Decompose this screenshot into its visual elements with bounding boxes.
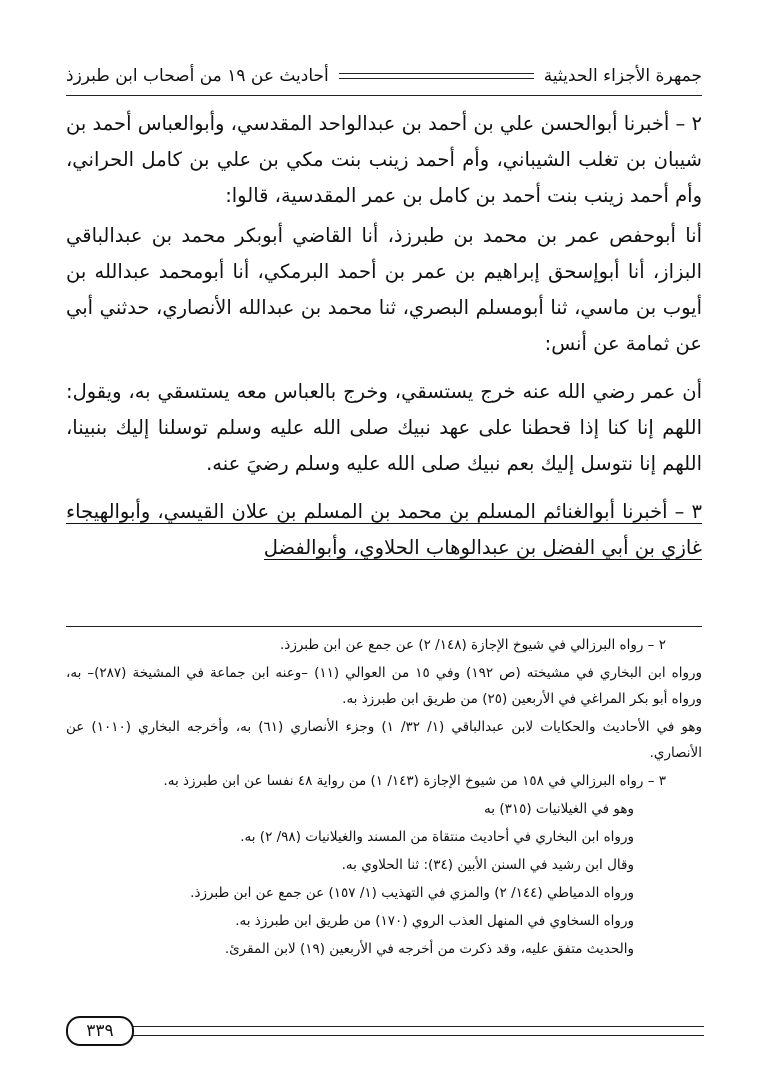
- paragraph-hadith-3-text: ٣ – أخبرنا أبوالغنائم المسلم بن محمد بن المسلم بن علان القيسي، وأبوالهيجاء غازي بن أبي الفضل بن عبدالوهاب الحلاوي، وأبوالفضل: [66, 500, 702, 559]
- main-text: [66, 106, 702, 578]
- footnote-item: ٣ – رواه البرزالي في ١٥٨ من شيوخ الإجازة (١٤٣/ ١) من رواية ٤٨ نفسا عن ابن طبرزذ به.: [163, 773, 666, 789]
- header-line: [66, 95, 702, 96]
- paragraph-hadith-2-isnad: ٢ – أخبرنا أبوالحسن علي بن أحمد بن عبدالواحد المقدسي، وأبوالعباس أحمد بن شيبان بن تغلب الشيباني، وأم أحمد زينب بنت مكي بن علي بن كامل الحراني، وأم أحمد زينب بنت أحمد بن كامل بن عمر المقدسية، قالوا:: [66, 112, 702, 207]
- header-right-title: جمهرة الأجزاء الحديثية: [543, 66, 702, 86]
- footnote-item: ورواه السخاوي في المنهل العذب الروي (١٧٠) من طريق ابن طبرزذ به.: [235, 913, 634, 929]
- footnote-item: والحديث متفق عليه، وقد ذكرت من أخرجه في الأربعين (١٩) لابن المقرئ.: [224, 941, 634, 957]
- paragraph-hadith-2-text: أن عمر رضي الله عنه خرج يستسقي، وخرج بالعباس معه يستسقي به، ويقول: اللهم إنا كنا إذا قحطنا على عهد نبيك صلى الله عليه وسلم توسلنا إليك بنبينا، اللهم إنا نتوسل إليك بعم نبيك صلى الله عليه وسلم رضيَ عنه.: [66, 380, 702, 475]
- footnote-item: ٢ – رواه البرزالي في شيوخ الإجازة (١٤٨/ ٢) عن جمع عن ابن طبرزذ.: [280, 637, 666, 653]
- footnote-item: ورواه ابن البخاري في مشيخته (ص ١٩٢) وفي ١٥ من العوالي (١١) –وعنه ابن جماعة في المشيخة (٢٨٧)– به، ورواه أبو بكر المراغي في الأربعين (٢٥) من طريق ابن طبرزذ به.: [66, 665, 703, 707]
- running-header: [66, 60, 702, 92]
- paragraph-hadith-2-chain: أنا أبوحفص عمر بن محمد بن طبرزذ، أنا القاضي أبوبكر محمد بن عبدالباقي البزاز، أنا أبوإسحق إبراهيم بن عمر بن أحمد البرمكي، أنا أبومحمد عبدالله بن أيوب بن ماسي، ثنا أبومسلم البصري، ثنا محمد بن عبدالله الأنصاري، حدثني أبي عن ثمامة عن أنس:: [66, 224, 702, 355]
- footnote-item: وهو في الغيلانيات (٣١٥) به: [484, 801, 634, 817]
- header-left-title: أحاديث عن ١٩ من أصحاب ابن طبرزذ: [66, 66, 329, 86]
- page-footer: [58, 1016, 704, 1046]
- paragraph-hadith-3-isnad: [66, 494, 702, 566]
- footnote-item: وهو في الأحاديث والحكايات لابن عبدالباقي (١/ ٣٢/ ١) وجزء الأنصاري (٦١) به، وأخرجه البخاري (١٠١٠) عن الأنصاري.: [66, 719, 703, 761]
- page-number-badge: [66, 1016, 134, 1046]
- footnote-separator: [66, 626, 702, 627]
- footnote-item: ورواه ابن البخاري في أحاديث منتقاة من المسند والغيلانيات (٩٨/ ٢) به.: [240, 829, 634, 845]
- header-rule: [339, 73, 534, 79]
- footnote-item: وقال ابن رشيد في السنن الأبين (٣٤): ثنا الحلاوي به.: [341, 857, 634, 873]
- footnote-item: ورواه الدمياطي (١٤٤/ ٢) والمزي في التهذيب (١/ ١٥٧) عن جمع عن ابن طبرزذ.: [190, 885, 634, 901]
- footnotes: [66, 632, 702, 964]
- page-number: ٣٣٩: [86, 1021, 114, 1041]
- footer-rule: [128, 1026, 704, 1036]
